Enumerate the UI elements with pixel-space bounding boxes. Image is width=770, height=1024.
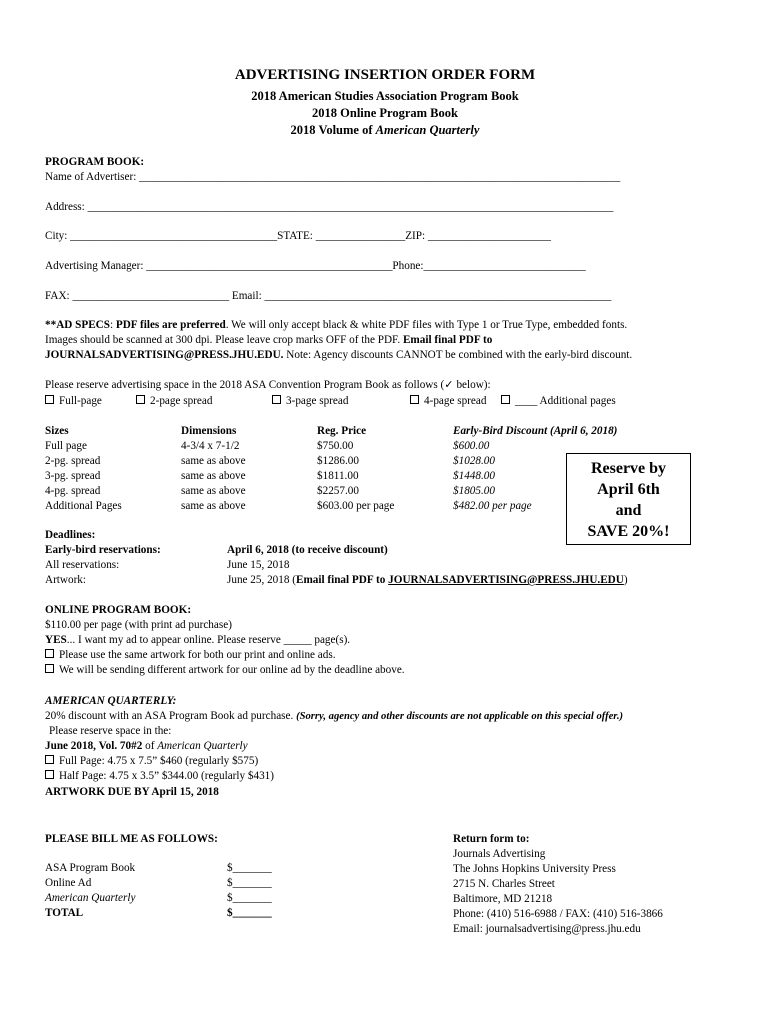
early-bird-header: Early-Bird Discount (April 6, 2018) xyxy=(453,425,618,437)
checkbox-icon[interactable] xyxy=(45,755,54,764)
option-3-page-spread[interactable] xyxy=(272,394,348,409)
checkbox-icon[interactable] xyxy=(272,395,281,404)
option-additional-pages[interactable] xyxy=(501,394,616,409)
early-price-cell: $1028.00 xyxy=(453,455,495,467)
option-label: Full Page: 4.75 x 7.5” $460 (regularly $575) xyxy=(59,755,259,767)
aq-heading-colon: : xyxy=(172,695,177,707)
reg-price-cell: $1811.00 xyxy=(317,470,359,482)
aq-option-half-page[interactable] xyxy=(45,769,274,784)
option-label: 4-page spread xyxy=(424,395,487,407)
address-field[interactable]: Address: ______________________________________________________________________________________________ xyxy=(45,201,614,213)
specs-label: **AD SPECS xyxy=(45,319,110,331)
aq-issue-of: of xyxy=(142,740,158,752)
fax-email-field[interactable]: FAX: ____________________________ Email: ______________________________________________________________ xyxy=(45,290,612,302)
all-reservations-deadline: June 15, 2018 xyxy=(227,559,290,571)
size-cell: 3-pg. spread xyxy=(45,470,101,482)
early-bird-deadline: April 6, 2018 (to receive discount) xyxy=(227,544,388,556)
online-heading: ONLINE PROGRAM BOOK: xyxy=(45,604,192,616)
manager-phone-field[interactable]: Advertising Manager: ____________________________________________Phone:_____________________________ xyxy=(45,260,586,272)
aq-heading-text: AMERICAN QUARTERLY xyxy=(45,695,173,707)
early-price-cell: $600.00 xyxy=(453,440,490,452)
reg-price-header: Reg. Price xyxy=(317,425,367,437)
promo-line: and xyxy=(615,502,642,519)
artwork-date: June 25, 2018 ( xyxy=(227,574,296,586)
artwork-close-paren: ) xyxy=(623,574,628,586)
return-line: Journals Advertising xyxy=(453,848,546,860)
aq-artwork-due: ARTWORK DUE BY April 15, 2018 xyxy=(45,786,219,798)
specs-email-instruction: Email final PDF to xyxy=(402,334,493,346)
artwork-label: Artwork: xyxy=(45,574,87,586)
aq-discount-line xyxy=(45,709,623,724)
specs-email-address: JOURNALSADVERTISING@PRESS.JHU.EDU. xyxy=(45,349,284,361)
city-state-zip-field[interactable]: City: _____________________________________STATE: ________________ZIP: ______________________ xyxy=(45,230,551,242)
billing-amounts xyxy=(227,861,272,921)
billing-total-label: TOTAL xyxy=(45,907,84,919)
reg-price-cell: $603.00 per page xyxy=(317,500,395,512)
size-cell: Additional Pages xyxy=(45,500,122,512)
reserve-promo-box xyxy=(566,453,691,545)
return-line: The Johns Hopkins University Press xyxy=(453,863,616,875)
early-price-cell: $482.00 per page xyxy=(453,500,532,512)
specs-line1-rest: . We will only accept black & white PDF files with Type 1 or True Type, embedded fonts. xyxy=(225,319,628,331)
online-option-different-artwork[interactable] xyxy=(45,663,405,678)
aq-journal-name: American Quarterly xyxy=(157,740,248,752)
online-yes-label: YES xyxy=(45,634,67,646)
online-yes-line[interactable] xyxy=(45,633,350,648)
return-line: Baltimore, MD 21218 xyxy=(453,893,553,905)
subtitle-program-book: 2018 American Studies Association Program Book xyxy=(251,89,519,103)
artwork-deadline xyxy=(227,573,628,588)
specs-line2-text: Images should be scanned at 300 dpi. Please leave crop marks OFF of the PDF. xyxy=(45,334,403,346)
specs-agency-note: Note: Agency discounts CANNOT be combined with the early-bird discount. xyxy=(283,349,633,361)
return-line: 2715 N. Charles Street xyxy=(453,878,555,890)
checkbox-icon[interactable] xyxy=(45,649,54,658)
return-email[interactable]: Email: journalsadvertising@press.jhu.edu xyxy=(453,923,641,935)
program-book-heading: PROGRAM BOOK: xyxy=(45,156,145,168)
option-2-page-spread[interactable] xyxy=(136,394,212,409)
return-heading: Return form to: xyxy=(453,833,530,845)
specs-colon: : xyxy=(109,319,116,331)
checkmark-icon: ✓ xyxy=(444,379,454,391)
option-label: 3-page spread xyxy=(286,395,349,407)
early-bird-label: Early-bird reservations: xyxy=(45,544,161,556)
checkbox-icon[interactable] xyxy=(45,664,54,673)
aq-heading xyxy=(45,694,176,709)
specs-line-1 xyxy=(45,318,627,333)
amount-field[interactable]: $_______ xyxy=(227,892,272,904)
all-reservations-label: All reservations: xyxy=(45,559,120,571)
subtitle-aq-journal: American Quarterly xyxy=(375,123,480,137)
total-amount-field[interactable]: $_______ xyxy=(227,907,272,919)
subtitle-aq xyxy=(0,122,770,138)
reg-price-cell: $750.00 xyxy=(317,440,354,452)
artwork-email-link[interactable]: JOURNALSADVERTISING@PRESS.JHU.EDU xyxy=(388,574,624,586)
reserve-intro-end: below): xyxy=(453,379,491,391)
option-label: 2-page spread xyxy=(150,395,213,407)
subtitle-aq-prefix: 2018 Volume of xyxy=(290,123,376,137)
sizes-header: Sizes xyxy=(45,425,69,437)
reg-price-cell: $2257.00 xyxy=(317,485,359,497)
billing-items xyxy=(45,861,135,921)
reserve-intro xyxy=(45,378,491,393)
specs-line-3 xyxy=(45,348,632,363)
dimension-cell: same as above xyxy=(181,500,246,512)
promo-line: Reserve by xyxy=(590,460,667,477)
option-4-page-spread[interactable] xyxy=(410,394,486,409)
amount-field[interactable]: $_______ xyxy=(227,877,272,889)
online-option-same-artwork[interactable] xyxy=(45,648,336,663)
option-label: Please use the same artwork for both our print and online ads. xyxy=(59,649,336,661)
aq-issue: June 2018, Vol. 70#2 xyxy=(45,740,143,752)
sizes-column xyxy=(45,424,122,514)
option-label: We will be sending different artwork for our online ad by the deadline above. xyxy=(59,664,405,676)
size-cell: 2-pg. spread xyxy=(45,455,101,467)
form-title: ADVERTISING INSERTION ORDER FORM xyxy=(234,67,536,83)
dimension-cell: same as above xyxy=(181,485,246,497)
artwork-email-instruction: Email final PDF to xyxy=(295,574,389,586)
dimension-cell: 4-3/4 x 7-1/2 xyxy=(181,440,240,452)
dimensions-header: Dimensions xyxy=(181,425,237,437)
aq-discount-text: 20% discount with an ASA Program Book ad purchase. xyxy=(45,710,297,722)
checkbox-icon[interactable] xyxy=(45,395,54,404)
aq-discount-note: (Sorry, agency and other discounts are not applicable on this special offer.) xyxy=(296,711,624,722)
reserve-intro-text: Please reserve advertising space in the 2018 ASA Convention Program Book as follows ( xyxy=(45,379,445,391)
aq-option-full-page[interactable] xyxy=(45,754,258,769)
billing-heading: PLEASE BILL ME AS FOLLOWS: xyxy=(45,833,218,845)
subtitle-online-book: 2018 Online Program Book xyxy=(312,106,458,120)
promo-line: April 6th xyxy=(597,481,660,498)
checkbox-icon[interactable] xyxy=(136,395,145,404)
reg-price-column xyxy=(317,424,394,514)
advertiser-name-field[interactable]: Name of Advertiser: ______________________________________________________________________________________ xyxy=(45,171,621,183)
aq-issue-line xyxy=(45,739,248,754)
dimension-cell: same as above xyxy=(181,470,246,482)
option-label: Half Page: 4.75 x 3.5” $344.00 (regularly $431) xyxy=(59,770,274,782)
amount-field[interactable]: $_______ xyxy=(227,862,272,874)
billing-item: American Quarterly xyxy=(45,892,136,904)
deadlines-heading: Deadlines: xyxy=(45,529,96,541)
checkbox-icon[interactable] xyxy=(501,395,510,404)
specs-pdf-preferred: PDF files are preferred xyxy=(115,319,226,331)
billing-item: ASA Program Book xyxy=(45,862,136,874)
online-yes-text: ... I want my ad to appear online. Please reserve _____ page(s). xyxy=(66,634,351,646)
return-line: Phone: (410) 516-6988 / FAX: (410) 516-3866 xyxy=(453,908,663,920)
reg-price-cell: $1286.00 xyxy=(317,455,359,467)
return-address xyxy=(453,832,663,937)
specs-line-2 xyxy=(45,333,492,348)
checkbox-icon[interactable] xyxy=(45,770,54,779)
option-full-page[interactable] xyxy=(45,394,102,409)
early-price-cell: $1805.00 xyxy=(453,485,495,497)
billing-item: Online Ad xyxy=(45,877,92,889)
option-label: ____ Additional pages xyxy=(515,395,616,407)
early-price-cell: $1448.00 xyxy=(453,470,495,482)
online-price: $110.00 per page (with print ad purchase) xyxy=(45,619,232,631)
size-cell: Full page xyxy=(45,440,87,452)
aq-reserve-line: Please reserve space in the: xyxy=(49,725,172,737)
checkbox-icon[interactable] xyxy=(410,395,419,404)
size-cell: 4-pg. spread xyxy=(45,485,101,497)
promo-line: SAVE 20%! xyxy=(587,523,670,540)
dimension-cell: same as above xyxy=(181,455,246,467)
option-label: Full-page xyxy=(59,395,102,407)
dimensions-column xyxy=(181,424,246,514)
